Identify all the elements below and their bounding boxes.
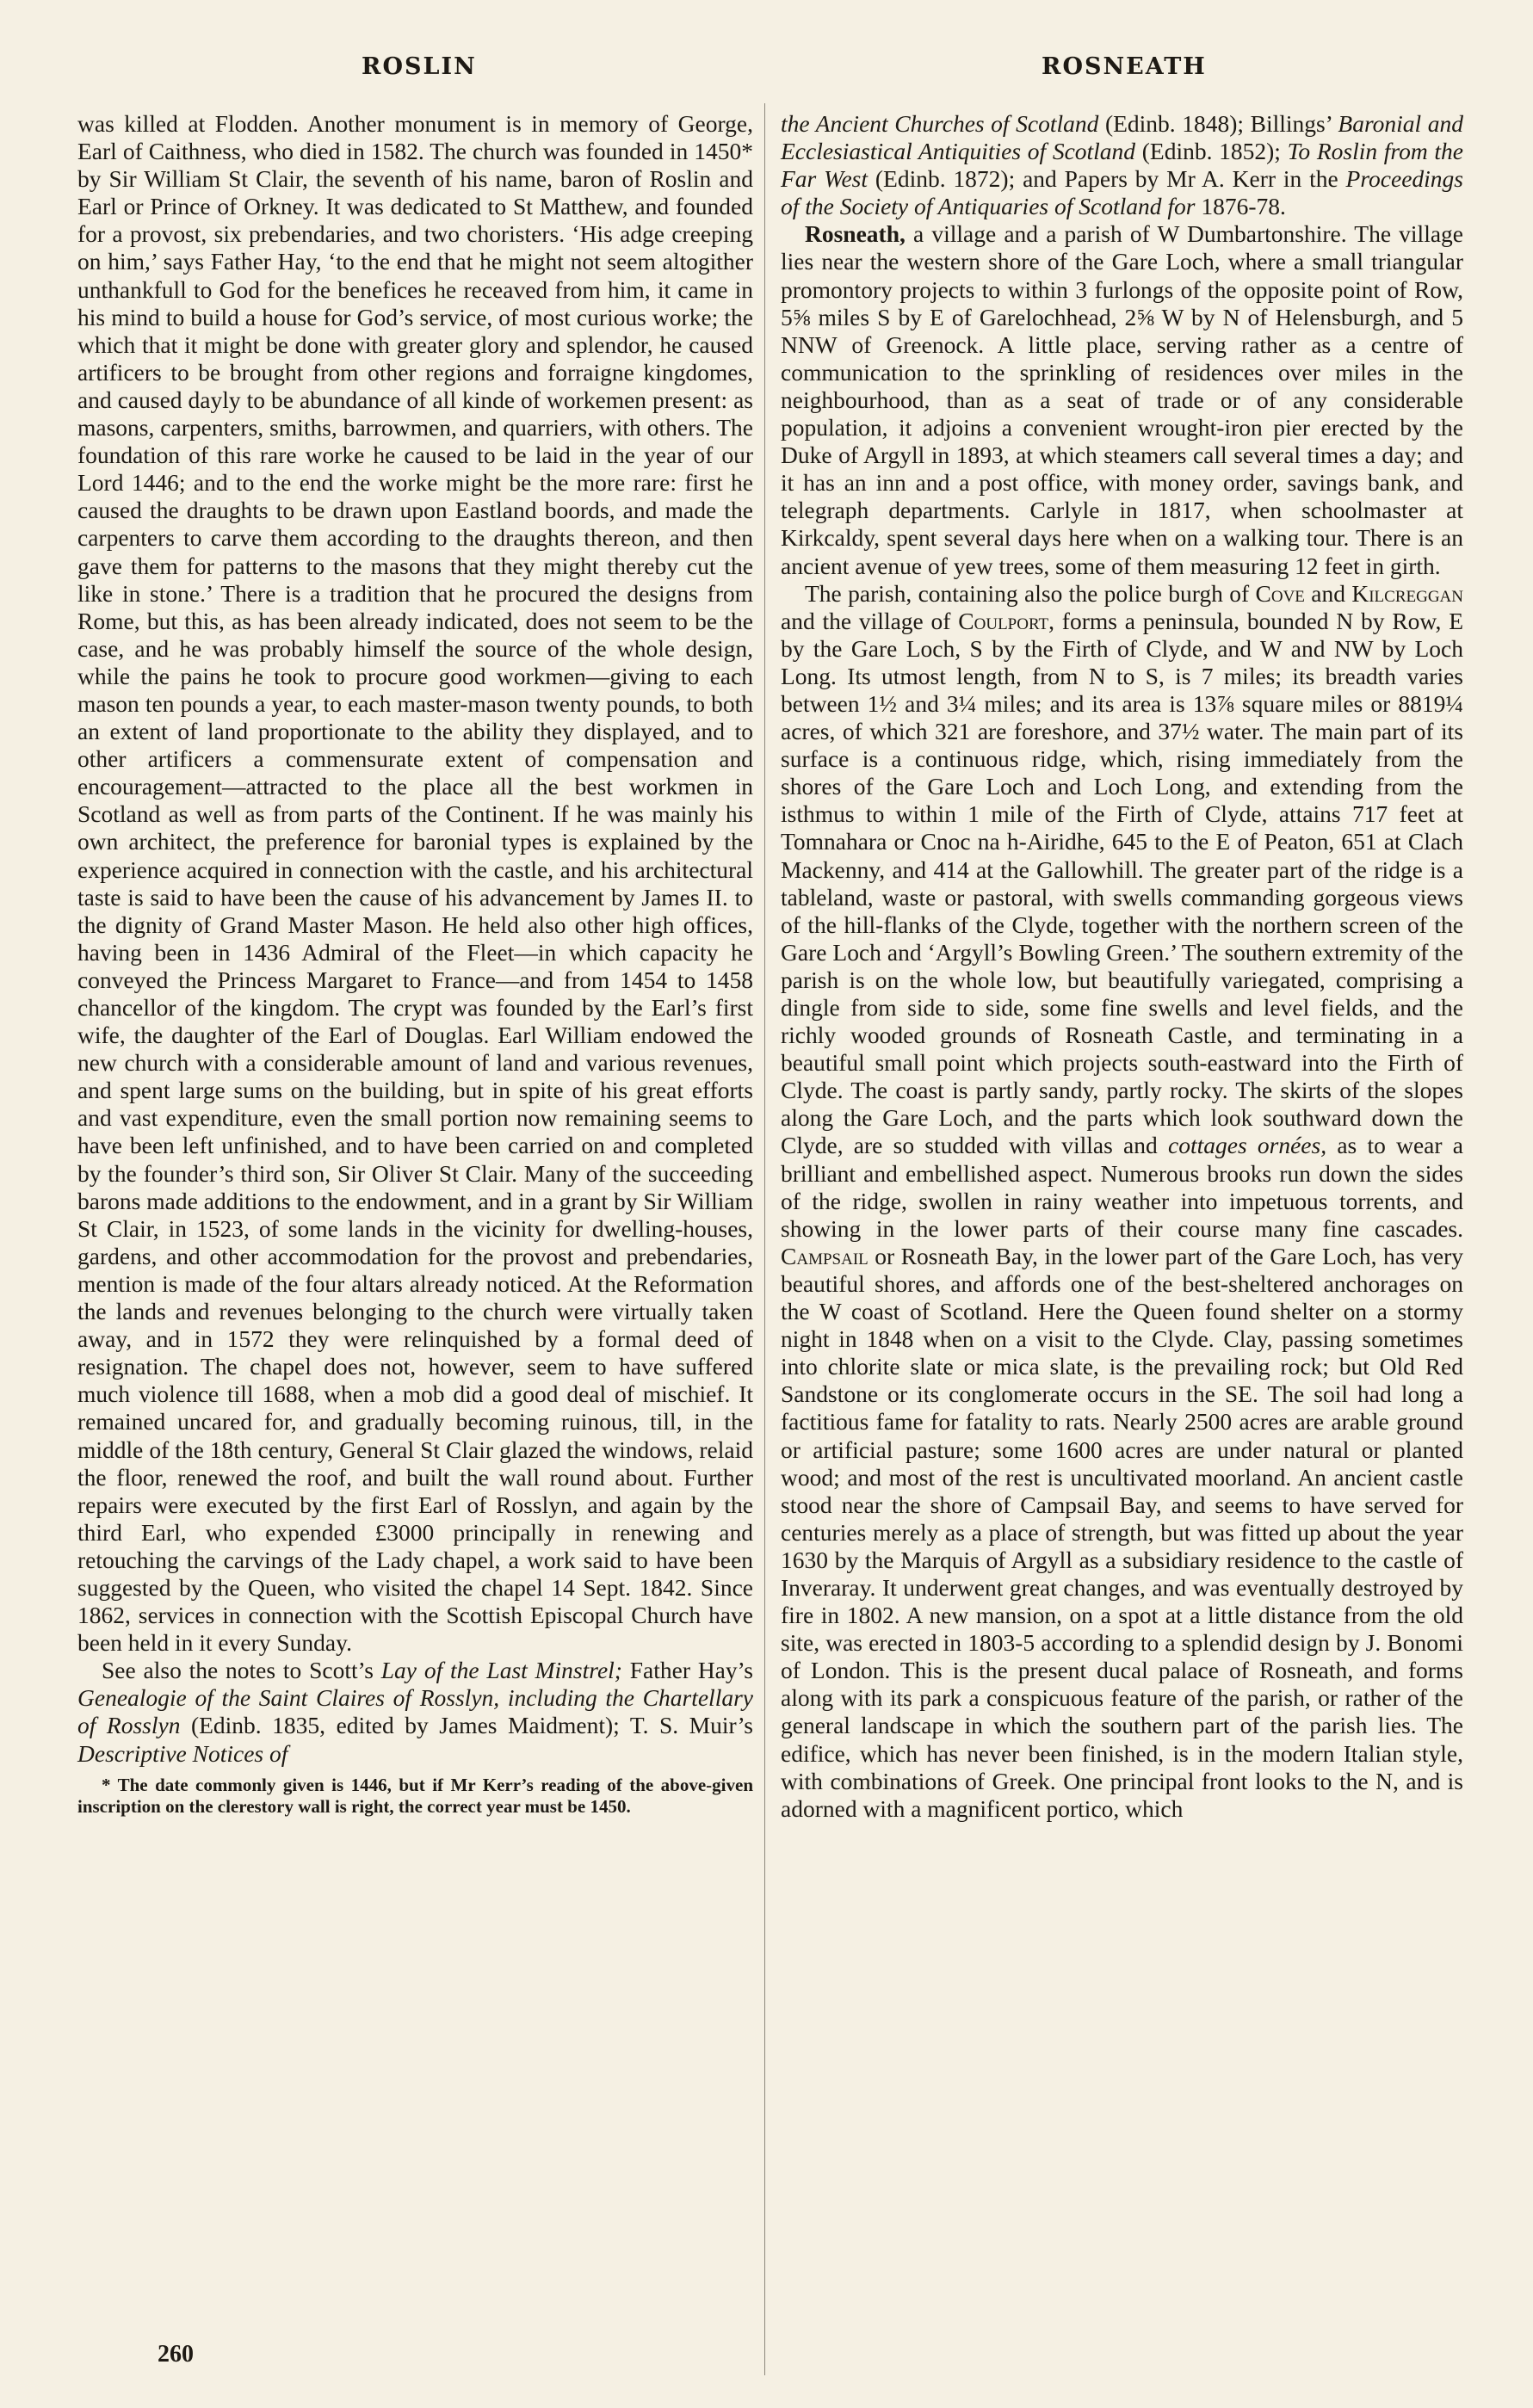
ref-title: Genealogie of the Saint Claires of Rosslyn, including the Chartellary of Rosslyn xyxy=(77,1684,753,1739)
parish-text: as to wear a brilliant and embellished aspect. Numerous brooks run down the sides of the ridge, swollen in rainy weather into impetuous torrents, and showing in the lower parts of their course many fine cascades. xyxy=(781,1132,1463,1242)
column-divider xyxy=(764,103,765,2375)
ref-text: (Edinb. 1835, edited by James Maidment); T. S. Muir’s xyxy=(180,1712,753,1739)
footnote-text: * The date commonly given is 1446, but if Mr Kerr’s reading of the above-given inscription on the clerestory wall is right, the correct year must be 1450. xyxy=(77,1774,753,1817)
left-column xyxy=(77,110,753,1818)
ref-text: (Edinb. 1848); Billings’ xyxy=(1098,110,1338,137)
parish-text: or Rosneath Bay, in the lower part of the Gare Loch, has very beautiful shores, and affords one of the best-sheltered anchorages on the W coast of Scotland. Here the Queen found shelter on a stormy night in 1848 when on a visit to the Clyde. Clay, passing sometimes into chlorite slate or mica slate, is the prevailing rock; but Old Red Sandstone or its conglomerate occurs in the SE. The soil had long a factitious fame for fatality to rats. Nearly 2500 acres are arable ground or artificial pasture; some 1600 acres are under natural or planted wood; and most of the rest is uncultivated moorland. An ancient castle stood near the shore of Campsail Bay, and seems to have served for centuries merely as a place of strength, but was fitted up about the year 1630 by the Marquis of Argyll as a subsidiary residence to the castle of Inveraray. It underwent great changes, and was eventually destroyed by fire in 1802. A new mansion, on a spot at a little distance from the old site, was erected in 1803-5 according to a splendid design by J. Bonomi of London. This is the present ducal palace of Rosneath, and forms along with its park a conspicuous feature of the parish, or rather of the general landscape in which the southern part of the parish lies. The edifice, which has never been finished, is in the modern Italian style, with combinations of Greek. One principal front looks to the N, and is adorned with a magnificent portico, which xyxy=(781,1242,1463,1822)
parish-text: The parish, containing also the police burgh of xyxy=(805,579,1256,607)
ref-title: Descriptive Notices of xyxy=(77,1739,288,1767)
ref-title: Lay of the Last Minstrel; xyxy=(380,1657,622,1684)
roslin-references xyxy=(77,1657,753,1767)
rosneath-parish-paragraph xyxy=(781,580,1463,1823)
ref-text: (Edinb. 1872); and Papers by Mr A. Kerr in the xyxy=(868,165,1346,193)
parish-text: and xyxy=(1304,579,1352,607)
ref-text: 1876-78. xyxy=(1195,193,1286,220)
ref-text: (Edinb. 1852); xyxy=(1135,138,1288,165)
ref-title: To Roslin from the Far West xyxy=(781,138,1463,193)
parish-text: and the village of xyxy=(781,607,959,634)
parish-text: , forms a peninsula, bounded N by Row, E by the Gare Loch, S by the Firth of Clyde, and W and NW by Loch Long. Its utmost length, from N to S, is 7 miles; its breadth varies between 1½ and 3¼ miles; and its area is 13⅞ square miles or 8819¼ acres, of which 321 are foreshore, and 37½ water. The main part of its surface is a continuous ridge, which, rising immediately from the shores of the Gare Loch and Loch Long, and extending from the isthmus to within 1 mile of the Firth of Clyde, attains 717 feet at Tomnahara or Cnoc na h-Airidhe, 645 to the E of Peaton, 651 at Clach Mackenny, and 414 at the Gallowhill. The greater part of the ridge is a tableland, waste or pastoral, with swells commanding gorgeous views of the hill-flanks of the Clyde, together with the northern screen of the Gare Loch and ‘Argyll’s Bowling Green.’ The southern extremity of the parish is on the whole low, but beautifully variegated, comprising a dingle from side to side, some fine swells and level fields, and the richly wooded grounds of Rosneath Castle, and terminating in a beautiful small point which projects south-eastward into the Firth of Clyde. The coast is partly sandy, partly rocky. The skirts of the slopes along the Gare Loch, and the parts which look southward down the Clyde, are so studded with villas and xyxy=(781,607,1463,1159)
right-column xyxy=(781,110,1463,1823)
place-campsail: Campsail xyxy=(781,1242,868,1269)
page-number: 260 xyxy=(158,2341,194,2368)
ref-title: Baronial and Ecclesiastical Antiquities of Scotland xyxy=(781,110,1464,165)
running-head-left: ROSLIN xyxy=(362,53,477,80)
running-head-right: ROSNEATH xyxy=(1042,53,1207,80)
entry-headword: Rosneath, xyxy=(805,220,906,248)
place-coulport: Coulport xyxy=(958,607,1049,634)
place-cove: Cove xyxy=(1255,579,1305,607)
ref-title: Proceedings of the Society of Antiquaries of Scotland for xyxy=(781,165,1463,220)
entry-text: a village and a parish of W Dumbartonshire. The village lies near the western shore of the Gare Loch, where a small triangular promontory projects to within 3 furlongs of the opposite point of Row, 5⅝ miles S by E of Garelochhead, 2⅝ W by N of Helensburgh, and 5 NNW of Greenock. A little place, serving rather as a centre of communication to the sprinkling of residences over miles in the neighbourhood, than as a seat of trade or of any considerable population, it adjoins a convenient wrought-iron pier erected by the Duke of Argyll in 1893, at which steamers call several times a day; and it has an inn and a post office, with money order, savings bank, and telegraph departments. Carlyle in 1817, when schoolmaster at Kirkcaldy, spent several days here when on a walking tour. There is an ancient avenue of yew trees, some of them measuring 12 feet in girth. xyxy=(781,220,1463,579)
ref-title: the Ancient Churches of Scotland xyxy=(781,110,1099,137)
roslin-references-continued xyxy=(781,110,1463,220)
italic-phrase: cottages ornées, xyxy=(1168,1132,1327,1159)
rosneath-entry xyxy=(781,220,1463,579)
footnote xyxy=(77,1775,753,1818)
ref-text: See also the notes to Scott’s xyxy=(102,1657,381,1684)
roslin-paragraph: was killed at Flodden. Another monument is in memory of George, Earl of Caithness, who died in 1582. The church was founded in 1450* by Sir William St Clair, the seventh of his name, baron of Roslin and Earl or Prince of Orkney. It was dedicated to St Matthew, and founded for a provost, six prebendaries, and two choristers. ‘His adge creeping on him,’ says Father Hay, ‘to the end that he might not seem altogither unthankfull to God for the benefices he receaved from him, it came in his mind to build a house for God’s service, of most curious worke; the which that it might be done with greater glory and splendor, he caused artificers to be brought from other regions and forraigne kingdomes, and caused dayly to be abundance of all kinde of workemen present: as masons, carpenters, smiths, barrowmen, and quarriers, with others. The foundation of this rare worke he caused to be laid in the year of our Lord 1446; and to the end the worke might be the more rare: first he caused the draughts to be drawn upon Eastland boords, and made the carpenters to carve them according to the draughts thereon, and then gave them for patterns to the masons that they might thereby cut the like in stone.’ There is a tradition that he procured the designs from Rome, but this, as has been already indicated, does not seem to be the case, and he was probably himself the source of the whole design, while the pains he took to procure good workmen—giving to each mason ten pounds a year, to each master-mason twenty pounds, to both an extent of land proportionate to the ability they displayed, and to other artificers a commensurate extent of compensation and encouragement—attracted to the place all the best workmen in Scotland as well as from parts of the Continent. If he was mainly his own architect, the preference for baronial types is explained by the experience acquired in connection with the castle, and his architectural taste is said to have been the cause of his advancement by James II. to the dignity of Grand Master Mason. He held also other high offices, having been in 1436 Admiral of the Fleet—in which capacity he conveyed the Princess Margaret to France—and from 1454 to 1458 chancellor of the kingdom. The crypt was founded by the Earl’s first wife, the daughter of the Earl of Douglas. Earl William endowed the new church with a considerable amount of land and various revenues, and spent large sums on the building, but in spite of his great efforts and vast expenditure, even the small portion now remaining seems to have been left unfinished, and to have been carried on and completed by the founder’s third son, Sir Oliver St Clair. Many of the succeeding barons made additions to the endowment, and in a grant by Sir William St Clair, in 1523, of some lands in the vicinity for dwelling-houses, gardens, and other accommodation for the provost and prebendaries, mention is made of the four altars already noticed. At the Reformation the lands and revenues belonging to the church were virtually taken away, and in 1572 they were relinquished by a formal deed of resignation. The chapel does not, however, seem to have suffered much violence till 1688, when a mob did a good deal of mischief. It remained uncared for, and gradually becoming ruinous, till, in the middle of the 18th century, General St Clair glazed the windows, relaid the floor, renewed the roof, and built the wall round about. Further repairs were executed by the first Earl of Rosslyn, and again by the third Earl, who expended £3000 principally in renewing and retouching the carvings of the Lady chapel, a work said to have been suggested by the Queen, who visited the chapel 14 Sept. 1842. Since 1862, services in connection with the Scottish Episcopal Church have been held in it every Sunday. xyxy=(77,110,753,1657)
ref-text: Father Hay’s xyxy=(621,1657,753,1684)
place-kilcreggan: Kilcreggan xyxy=(1351,579,1463,607)
